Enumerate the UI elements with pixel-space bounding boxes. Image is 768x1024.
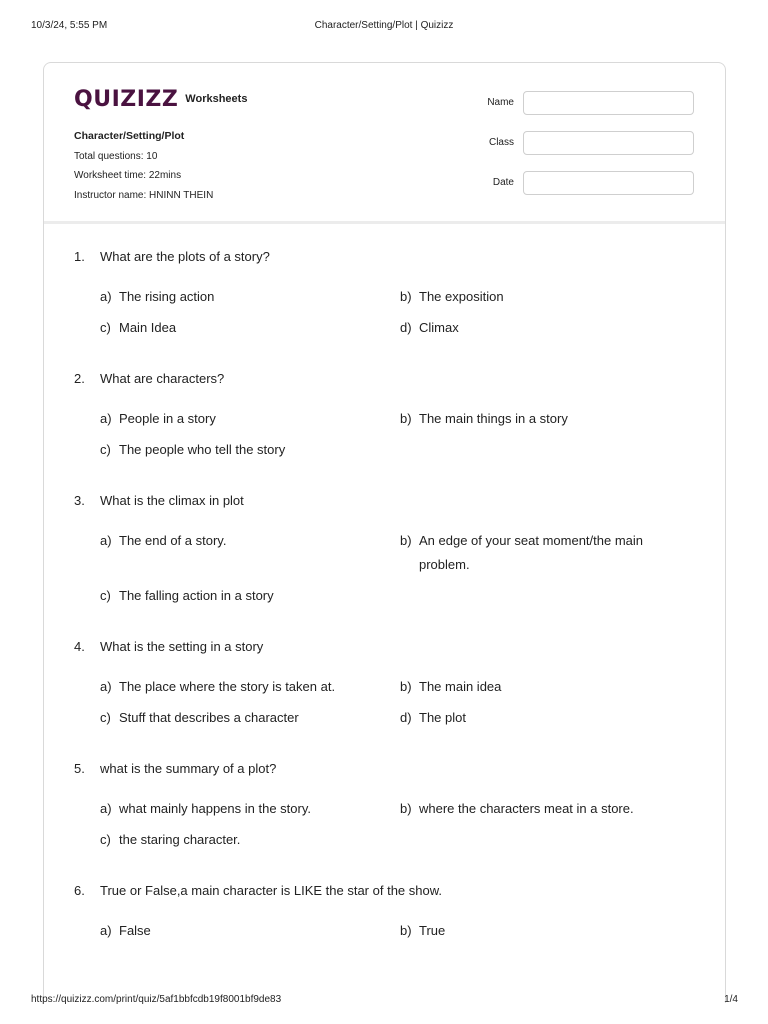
option-letter: a) bbox=[100, 923, 112, 938]
option-letter: b) bbox=[400, 923, 412, 938]
student-fields bbox=[464, 91, 694, 211]
option-text: Stuff that describes a character bbox=[119, 710, 299, 725]
date-field[interactable] bbox=[523, 171, 694, 195]
field-row-class bbox=[464, 131, 694, 155]
print-header bbox=[0, 16, 768, 36]
option-letter: a) bbox=[100, 801, 112, 816]
option-list bbox=[44, 529, 700, 615]
option-letter: b) bbox=[400, 679, 412, 694]
option-text: False bbox=[119, 923, 151, 938]
option-list bbox=[44, 675, 700, 737]
option-text: The plot bbox=[419, 710, 466, 725]
option-letter: b) bbox=[400, 801, 412, 816]
question-text: what is the summary of a plot? bbox=[100, 761, 277, 776]
option-c[interactable] bbox=[100, 316, 400, 340]
option-b[interactable] bbox=[400, 797, 700, 821]
option-text: The place where the story is taken at. bbox=[119, 679, 336, 694]
question-text: True or False,a main character is LIKE the star of the show. bbox=[100, 883, 443, 898]
question-list bbox=[44, 243, 725, 972]
option-letter: a) bbox=[100, 411, 112, 426]
option-d[interactable] bbox=[400, 316, 700, 340]
name-label: Name bbox=[487, 97, 514, 108]
option-text: what mainly happens in the story. bbox=[119, 801, 311, 816]
option-c[interactable] bbox=[100, 706, 400, 730]
option-list bbox=[44, 797, 700, 859]
print-footer bbox=[0, 992, 768, 1008]
option-letter: c) bbox=[100, 320, 111, 335]
print-page-title: Character/Setting/Plot | Quizizz bbox=[314, 20, 454, 31]
question-3 bbox=[44, 491, 725, 615]
question-text: What are characters? bbox=[100, 371, 225, 386]
option-letter: a) bbox=[100, 533, 112, 548]
option-list bbox=[44, 407, 700, 469]
worksheet-card bbox=[43, 62, 726, 1003]
option-text: Climax bbox=[419, 320, 459, 335]
option-a[interactable] bbox=[100, 407, 400, 431]
question-1 bbox=[44, 247, 725, 347]
question-number: 5. bbox=[74, 761, 85, 776]
question-number: 2. bbox=[74, 371, 85, 386]
option-letter: a) bbox=[100, 679, 112, 694]
worksheet-meta bbox=[74, 127, 213, 205]
option-letter: c) bbox=[100, 832, 111, 847]
option-b[interactable] bbox=[400, 675, 700, 699]
question-6 bbox=[44, 881, 725, 950]
worksheet-header bbox=[44, 63, 725, 224]
worksheet-title: Character/Setting/Plot bbox=[74, 130, 185, 142]
option-c[interactable] bbox=[100, 438, 400, 462]
option-letter: b) bbox=[400, 289, 412, 304]
option-a[interactable] bbox=[100, 919, 400, 943]
instructor-name: Instructor name: HNINN THEIN bbox=[74, 189, 214, 201]
option-letter: b) bbox=[400, 411, 412, 426]
option-letter: b) bbox=[400, 533, 412, 548]
option-text: where the characters meat in a store. bbox=[419, 801, 634, 816]
question-number: 4. bbox=[74, 639, 85, 654]
question-2 bbox=[44, 369, 725, 469]
page-number: 1/4 bbox=[724, 994, 738, 1005]
option-letter: c) bbox=[100, 588, 111, 603]
class-label: Class bbox=[488, 137, 514, 148]
option-a[interactable] bbox=[100, 285, 400, 309]
brand-subtitle: Worksheets bbox=[185, 93, 248, 105]
option-a[interactable] bbox=[100, 797, 400, 821]
option-list bbox=[44, 919, 700, 950]
option-letter: c) bbox=[100, 710, 111, 725]
question-number: 1. bbox=[74, 249, 85, 264]
option-text: An edge of your seat moment/the main problem. bbox=[419, 533, 644, 572]
question-number: 6. bbox=[74, 883, 85, 898]
option-letter: d) bbox=[400, 320, 412, 335]
question-5 bbox=[44, 759, 725, 859]
option-text: the staring character. bbox=[119, 832, 241, 847]
class-field[interactable] bbox=[523, 131, 694, 155]
option-text: The rising action bbox=[119, 289, 215, 304]
option-b[interactable] bbox=[400, 919, 700, 943]
option-c[interactable] bbox=[100, 828, 400, 852]
question-text: What are the plots of a story? bbox=[100, 249, 270, 264]
question-text: What is the setting in a story bbox=[100, 639, 264, 654]
option-a[interactable] bbox=[100, 675, 400, 699]
option-b[interactable] bbox=[400, 407, 700, 431]
option-text: People in a story bbox=[119, 411, 216, 426]
option-text: Main Idea bbox=[119, 320, 177, 335]
option-text: The people who tell the story bbox=[119, 442, 286, 457]
field-row-name bbox=[464, 91, 694, 115]
worksheet-time: Worksheet time: 22mins bbox=[74, 170, 182, 181]
option-text: The main idea bbox=[419, 679, 502, 694]
name-field[interactable] bbox=[523, 91, 694, 115]
option-text: The falling action in a story bbox=[119, 588, 274, 603]
question-number: 3. bbox=[74, 493, 85, 508]
option-text: The exposition bbox=[419, 289, 504, 304]
question-4 bbox=[44, 637, 725, 737]
option-b[interactable] bbox=[400, 529, 700, 577]
option-letter: d) bbox=[400, 710, 412, 725]
option-text: The end of a story. bbox=[119, 533, 227, 548]
total-questions: Total questions: 10 bbox=[74, 150, 158, 162]
option-c[interactable] bbox=[100, 584, 400, 608]
print-datetime: 10/3/24, 5:55 PM bbox=[31, 20, 108, 31]
option-a[interactable] bbox=[100, 529, 400, 577]
option-list bbox=[44, 285, 700, 347]
option-letter: a) bbox=[100, 289, 112, 304]
option-text: True bbox=[419, 923, 446, 938]
question-text: What is the climax in plot bbox=[100, 493, 244, 508]
brand bbox=[74, 85, 247, 113]
date-label: Date bbox=[492, 177, 514, 188]
option-d[interactable] bbox=[400, 706, 700, 730]
option-letter: c) bbox=[100, 442, 111, 457]
field-row-date bbox=[464, 171, 694, 195]
quizizz-logo: QUIZIZZ bbox=[74, 86, 179, 112]
option-b[interactable] bbox=[400, 285, 700, 309]
option-text: The main things in a story bbox=[419, 411, 568, 426]
print-url: https://quizizz.com/print/quiz/5af1bbfcdb19f8001bf9de83 bbox=[31, 994, 282, 1005]
